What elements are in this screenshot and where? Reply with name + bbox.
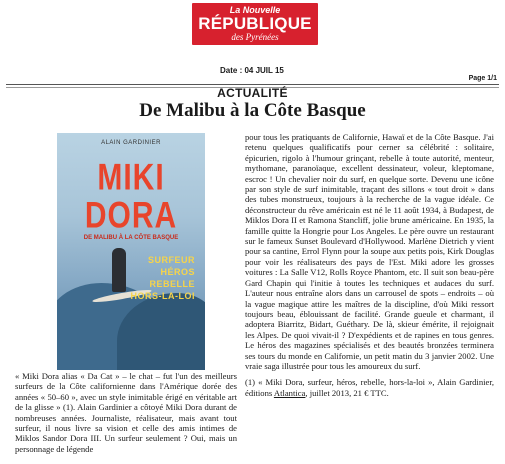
page-number: Page 1/1 xyxy=(468,75,497,82)
masthead-top: La Nouvelle xyxy=(229,5,281,15)
newspaper-masthead xyxy=(192,3,318,45)
cover-author: ALAIN GARDINIER xyxy=(101,140,161,146)
cover-word: REBELLE xyxy=(149,279,195,289)
book-cover-image xyxy=(57,133,205,370)
cover-word: SURFEUR xyxy=(147,255,195,265)
article-column-left xyxy=(15,371,237,454)
surfer-silhouette xyxy=(112,248,126,292)
article-footnote xyxy=(245,377,494,398)
cover-words xyxy=(131,254,196,302)
article-paragraph: pour tous les pratiquants de Californie, Hawaï et de la Côte Basque. J'ai retenu quelques qualificatifs pour cerner sa célébrité : solitaire, épicurien, rigolo à l'humour grinçant, rebelle à toute autorité, menteur, mythomane, paranoïaque, excellent dessinateur, voleur, kleptomane, escroc ! Un chevalier noir du surf, en quelque sorte. Devenu une icône par son style de surf inimitable, traçant des sillons « tout droit » dans des tubes monstrueux, toujours à la recherche de la vague idéale. Ce déconstructeur du rêve américain est né le 11 août 1934, à Budapest, de Miklos Dora II et Ramona Stancliff, jolie brune américaine. En 1935, la famille quitte la Hongrie pour Los Angeles. Le père ouvre un restaurant sur le fameux Sunset Boulevard d'Hollywood. Marlène Dietrich y vient pour sa cantine, Errol Flynn pour la soupe aux petits pois, Kirk Douglas pour voir les réalisateurs des pays de l'Est. Miki adore les grosses voitures : La Salle V12, Rolls Royce Phantom, etc. Il suit son beau-père Gard Chapin qui l'initie à toutes les techniques et audaces du surf. L'auteur nous entraîne alors dans un carrousel de spots – endroits – où la vague magique attire les maîtres de la discipline, d'où Miki ressort toujours beau, éblouissant de facilité. Grande gueule et charmant, il adoptera Biarritz, Bidart, Guéthary. De là, skieur émérite, il rejoignait les Alpes. De quoi vivait-il ? D'expédients et de rapines en tous genres. Le héros des magazines spécialisés et des beautés bronzées terminera ses tours du monde en Californie, un petit matin du 3 janvier 2002. Une vraie saga illustrée pour tous les amoureux du surf. xyxy=(245,132,494,371)
publication-date: Date : 04 JUIL 15 xyxy=(220,66,284,75)
footnote-text: (1) « Miki Dora, surfeur, héros, rebelle, hors-la-loi », Alain Gardinier, éditions xyxy=(245,377,494,398)
section-label: ACTUALITÉ xyxy=(217,86,288,100)
cover-subtitle: DE MALIBU À LA CÔTE BASQUE xyxy=(83,235,179,241)
publisher-name: Atlantica xyxy=(273,387,306,398)
masthead-subtitle: des Pyrénées xyxy=(231,32,279,42)
cover-word: HORS-LA-LOI xyxy=(130,291,195,301)
footnote-text-end: , juillet 2013, 21 € TTC. xyxy=(305,387,389,398)
cover-title-line1: MIKI xyxy=(97,156,165,198)
cover-title-line2: DORA xyxy=(84,194,178,236)
article-column-right xyxy=(245,132,494,398)
cover-word: HÉROS xyxy=(160,267,195,277)
masthead-title: RÉPUBLIQUE xyxy=(198,14,312,33)
header-divider xyxy=(6,84,499,85)
article-headline: De Malibu à la Côte Basque xyxy=(139,100,366,121)
article-paragraph: « Miki Dora alias « Da Cat » – le chat – fut l'un des meilleurs surfeurs de la Côte californienne dans l'Amérique dorée des années « 50–60 », avec un style inimitable érigé en véritable art de la glisse » (1). Alain Gardinier a côtoyé Miki Dora durant de nombreuses années. Journaliste, réalisateur, mais avant tout surfeur, il nous livre sa vision et celle des amis intimes de Miklos Sandor Dora III. Un surfeur seulement ? Oui, mais un personnage de légende xyxy=(15,371,237,454)
